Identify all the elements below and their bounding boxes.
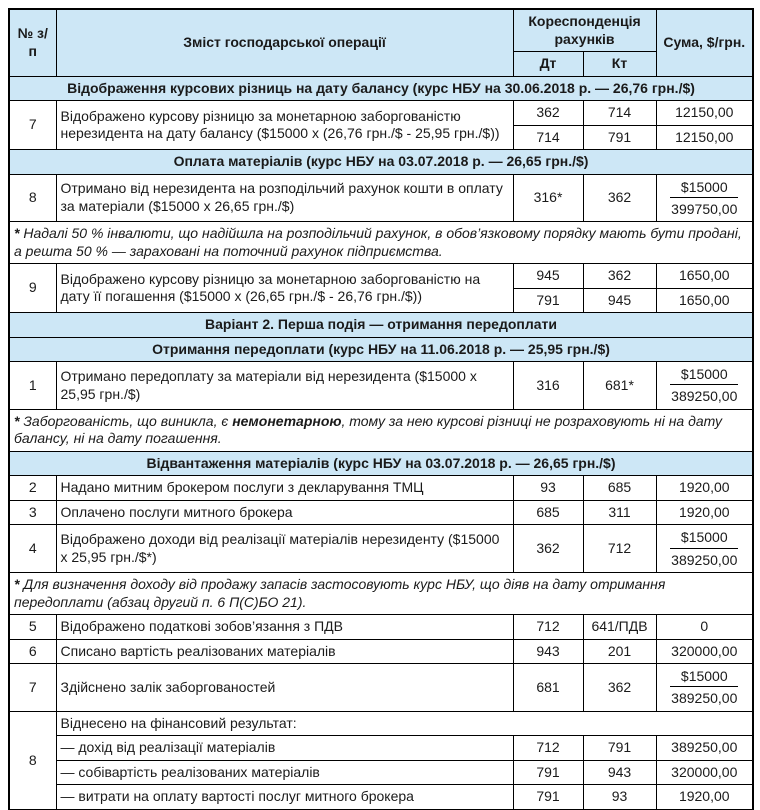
credit-cell: 681*	[583, 362, 656, 410]
operation-desc-cell: Відображено доходи від реалізації матеріалів нерезиденту ($15000 x 25,95 грн./$*)	[56, 525, 513, 573]
operation-desc-cell: — дохід від реалізації матеріалів	[56, 736, 513, 761]
row-number-cell: 5	[9, 615, 56, 640]
footnote-segment: *	[14, 412, 24, 429]
sum-cell: 1920,00	[656, 785, 753, 810]
operation-desc-cell: Відображено курсову різницю за монетарною заборгованістю нерезидента на дату балансу ($15000 x (26,76 грн./$ - 25,95 грн./$))	[56, 101, 513, 150]
sum-fraction	[670, 365, 738, 405]
credit-cell: 714	[583, 101, 656, 126]
sum-cell	[656, 525, 753, 573]
credit-cell: 362	[583, 664, 656, 712]
table-row	[9, 711, 753, 736]
row-number-cell: 7	[9, 101, 56, 150]
row-number-cell: 2	[9, 476, 56, 501]
table-row	[9, 760, 753, 785]
sum-usd-value: $15000	[670, 178, 738, 198]
debit-cell: 362	[513, 101, 583, 126]
table-row	[9, 785, 753, 810]
sum-cell: 320000,00	[656, 760, 753, 785]
col-sum-header: Сума, $/грн.	[656, 9, 753, 76]
table-row	[9, 500, 753, 525]
sum-fraction	[670, 528, 738, 568]
footnote-row	[9, 409, 753, 451]
table-row	[9, 664, 753, 712]
operation-desc-cell: Відображено податкові зобов’язання з ПДВ	[56, 615, 513, 640]
credit-cell: 945	[583, 288, 656, 313]
row-number-cell: 4	[9, 525, 56, 573]
debit-cell: 93	[513, 476, 583, 501]
col-credit-header: Кт	[583, 52, 656, 77]
debit-cell: 712	[513, 736, 583, 761]
sum-usd-value: $15000	[670, 365, 738, 385]
sum-fraction	[670, 178, 738, 218]
operation-desc-cell: Здійснено залік заборгованостей	[56, 664, 513, 712]
footnote-row	[9, 222, 753, 264]
table-header	[9, 9, 753, 76]
credit-cell: 791	[583, 125, 656, 150]
operation-desc-cell: Списано вартість реалізованих матеріалів	[56, 639, 513, 664]
operation-desc-cell: — собівартість реалізованих матеріалів	[56, 760, 513, 785]
footnote-segment: Для визначення доходу від продажу запасів застосовують курс НБУ, що діяв на дату отримання передоплати (абзац другий п. 6 П(С)БО 21).	[14, 576, 666, 610]
section-row	[9, 337, 753, 362]
footnote-segment: немонетарною	[232, 412, 342, 429]
table-row	[9, 476, 753, 501]
col-desc-header: Зміст господарської операції	[56, 9, 513, 76]
sum-cell: 1920,00	[656, 476, 753, 501]
sum-cell	[656, 362, 753, 410]
sum-cell: 389250,00	[656, 736, 753, 761]
col-num-header: № з/п	[9, 9, 56, 76]
sum-cell	[656, 664, 753, 712]
row-number-cell: 7	[9, 664, 56, 712]
row-number-cell: 6	[9, 639, 56, 664]
debit-cell: 945	[513, 264, 583, 289]
footnote-text	[9, 573, 753, 615]
debit-cell: 791	[513, 288, 583, 313]
operation-desc-cell: Отримано від нерезидента на розподільчий рахунок кошти в оплату за матеріали ($15000 x 26,65 грн./$)	[56, 174, 513, 222]
debit-cell: 316*	[513, 174, 583, 222]
section-row	[9, 313, 753, 338]
footnote-segment: *	[14, 576, 24, 593]
credit-cell: 685	[583, 476, 656, 501]
sum-cell: 12150,00	[656, 125, 753, 150]
sum-uah-value: 389250,00	[671, 690, 738, 707]
credit-cell: 641/ПДВ	[583, 615, 656, 640]
table-body	[9, 76, 753, 810]
sum-cell: 0	[656, 615, 753, 640]
sum-usd-value: $15000	[670, 528, 738, 548]
row-number-cell: 9	[9, 264, 56, 313]
credit-cell: 943	[583, 760, 656, 785]
footnote-segment: , тому за нею курсові різниці не розраховують ні на дату балансу, ні на дату погашення.	[14, 412, 722, 447]
sum-cell	[656, 174, 753, 222]
sum-uah-value: 389250,00	[671, 551, 738, 568]
footnote-text	[9, 222, 753, 264]
sum-cell: 1920,00	[656, 500, 753, 525]
table-row	[9, 525, 753, 573]
footnote-text	[9, 409, 753, 451]
sum-fraction	[670, 667, 738, 707]
section-title: Відвантаження матеріалів (курс НБУ на 03.07.2018 р. — 26,65 грн./$)	[9, 451, 753, 476]
sum-uah-value: 399750,00	[671, 200, 738, 217]
debit-cell: 685	[513, 500, 583, 525]
credit-cell: 93	[583, 785, 656, 810]
debit-cell: 316	[513, 362, 583, 410]
operation-desc-cell: Надано митним брокером послуги з декларування ТМЦ	[56, 476, 513, 501]
col-correspondence-header: Кореспонденція рахунків	[513, 9, 656, 52]
credit-cell: 201	[583, 639, 656, 664]
table-row	[9, 362, 753, 410]
row-number-cell: 8	[9, 174, 56, 222]
footnote-segment: Надалі 50 % інвалюти, що надійшла на розподільчий рахунок, в обов’язковому порядку мають бути продані, а решта 50 % — зараховані на поточний рахунок підприємства.	[14, 225, 742, 259]
accounting-operations-table	[8, 8, 754, 810]
sum-usd-value: $15000	[670, 667, 738, 687]
table-row	[9, 736, 753, 761]
debit-cell: 943	[513, 639, 583, 664]
operation-desc-cell: Віднесено на фінансовий результат:	[56, 711, 753, 736]
debit-cell: 714	[513, 125, 583, 150]
table-row	[9, 639, 753, 664]
footnote-segment: *	[14, 225, 24, 242]
credit-cell: 362	[583, 174, 656, 222]
table-row	[9, 174, 753, 222]
section-title: Відображення курсових різниць на дату балансу (курс НБУ на 30.06.2018 р. — 26,76 грн./$)	[9, 76, 753, 101]
table-row	[9, 101, 753, 126]
col-debit-header: Дт	[513, 52, 583, 77]
row-number-cell: 3	[9, 500, 56, 525]
footnote-segment: Заборгованість, що виникла, є	[23, 412, 233, 429]
section-title: Отримання передоплати (курс НБУ на 11.06.2018 р. — 25,95 грн./$)	[9, 337, 753, 362]
debit-cell: 791	[513, 760, 583, 785]
credit-cell: 791	[583, 736, 656, 761]
credit-cell: 362	[583, 264, 656, 289]
sum-cell: 1650,00	[656, 288, 753, 313]
row-number-cell: 8	[9, 711, 56, 810]
credit-cell: 712	[583, 525, 656, 573]
credit-cell: 311	[583, 500, 656, 525]
debit-cell: 712	[513, 615, 583, 640]
header-row-1	[9, 9, 753, 52]
debit-cell: 791	[513, 785, 583, 810]
sum-cell: 12150,00	[656, 101, 753, 126]
sum-cell: 320000,00	[656, 639, 753, 664]
operation-desc-cell: Оплачено послуги митного брокера	[56, 500, 513, 525]
table-row	[9, 264, 753, 289]
sum-uah-value: 389250,00	[671, 388, 738, 405]
section-title: Оплата матеріалів (курс НБУ на 03.07.2018 р. — 26,65 грн./$)	[9, 150, 753, 175]
debit-cell: 681	[513, 664, 583, 712]
row-number-cell: 1	[9, 362, 56, 410]
operation-desc-cell: Отримано передоплату за матеріали від нерезидента ($15000 x 25,95 грн./$)	[56, 362, 513, 410]
sum-cell: 1650,00	[656, 264, 753, 289]
section-row	[9, 76, 753, 101]
section-row	[9, 150, 753, 175]
operation-desc-cell: — витрати на оплату вартості послуг митного брокера	[56, 785, 513, 810]
footnote-row	[9, 573, 753, 615]
debit-cell: 362	[513, 525, 583, 573]
operation-desc-cell: Відображено курсову різницю за монетарною заборгованістю на дату її погашення ($15000 x (26,65 грн./$ - 26,76 грн./$))	[56, 264, 513, 313]
table-row	[9, 615, 753, 640]
section-row	[9, 451, 753, 476]
section-title: Варіант 2. Перша подія — отримання передоплати	[9, 313, 753, 338]
